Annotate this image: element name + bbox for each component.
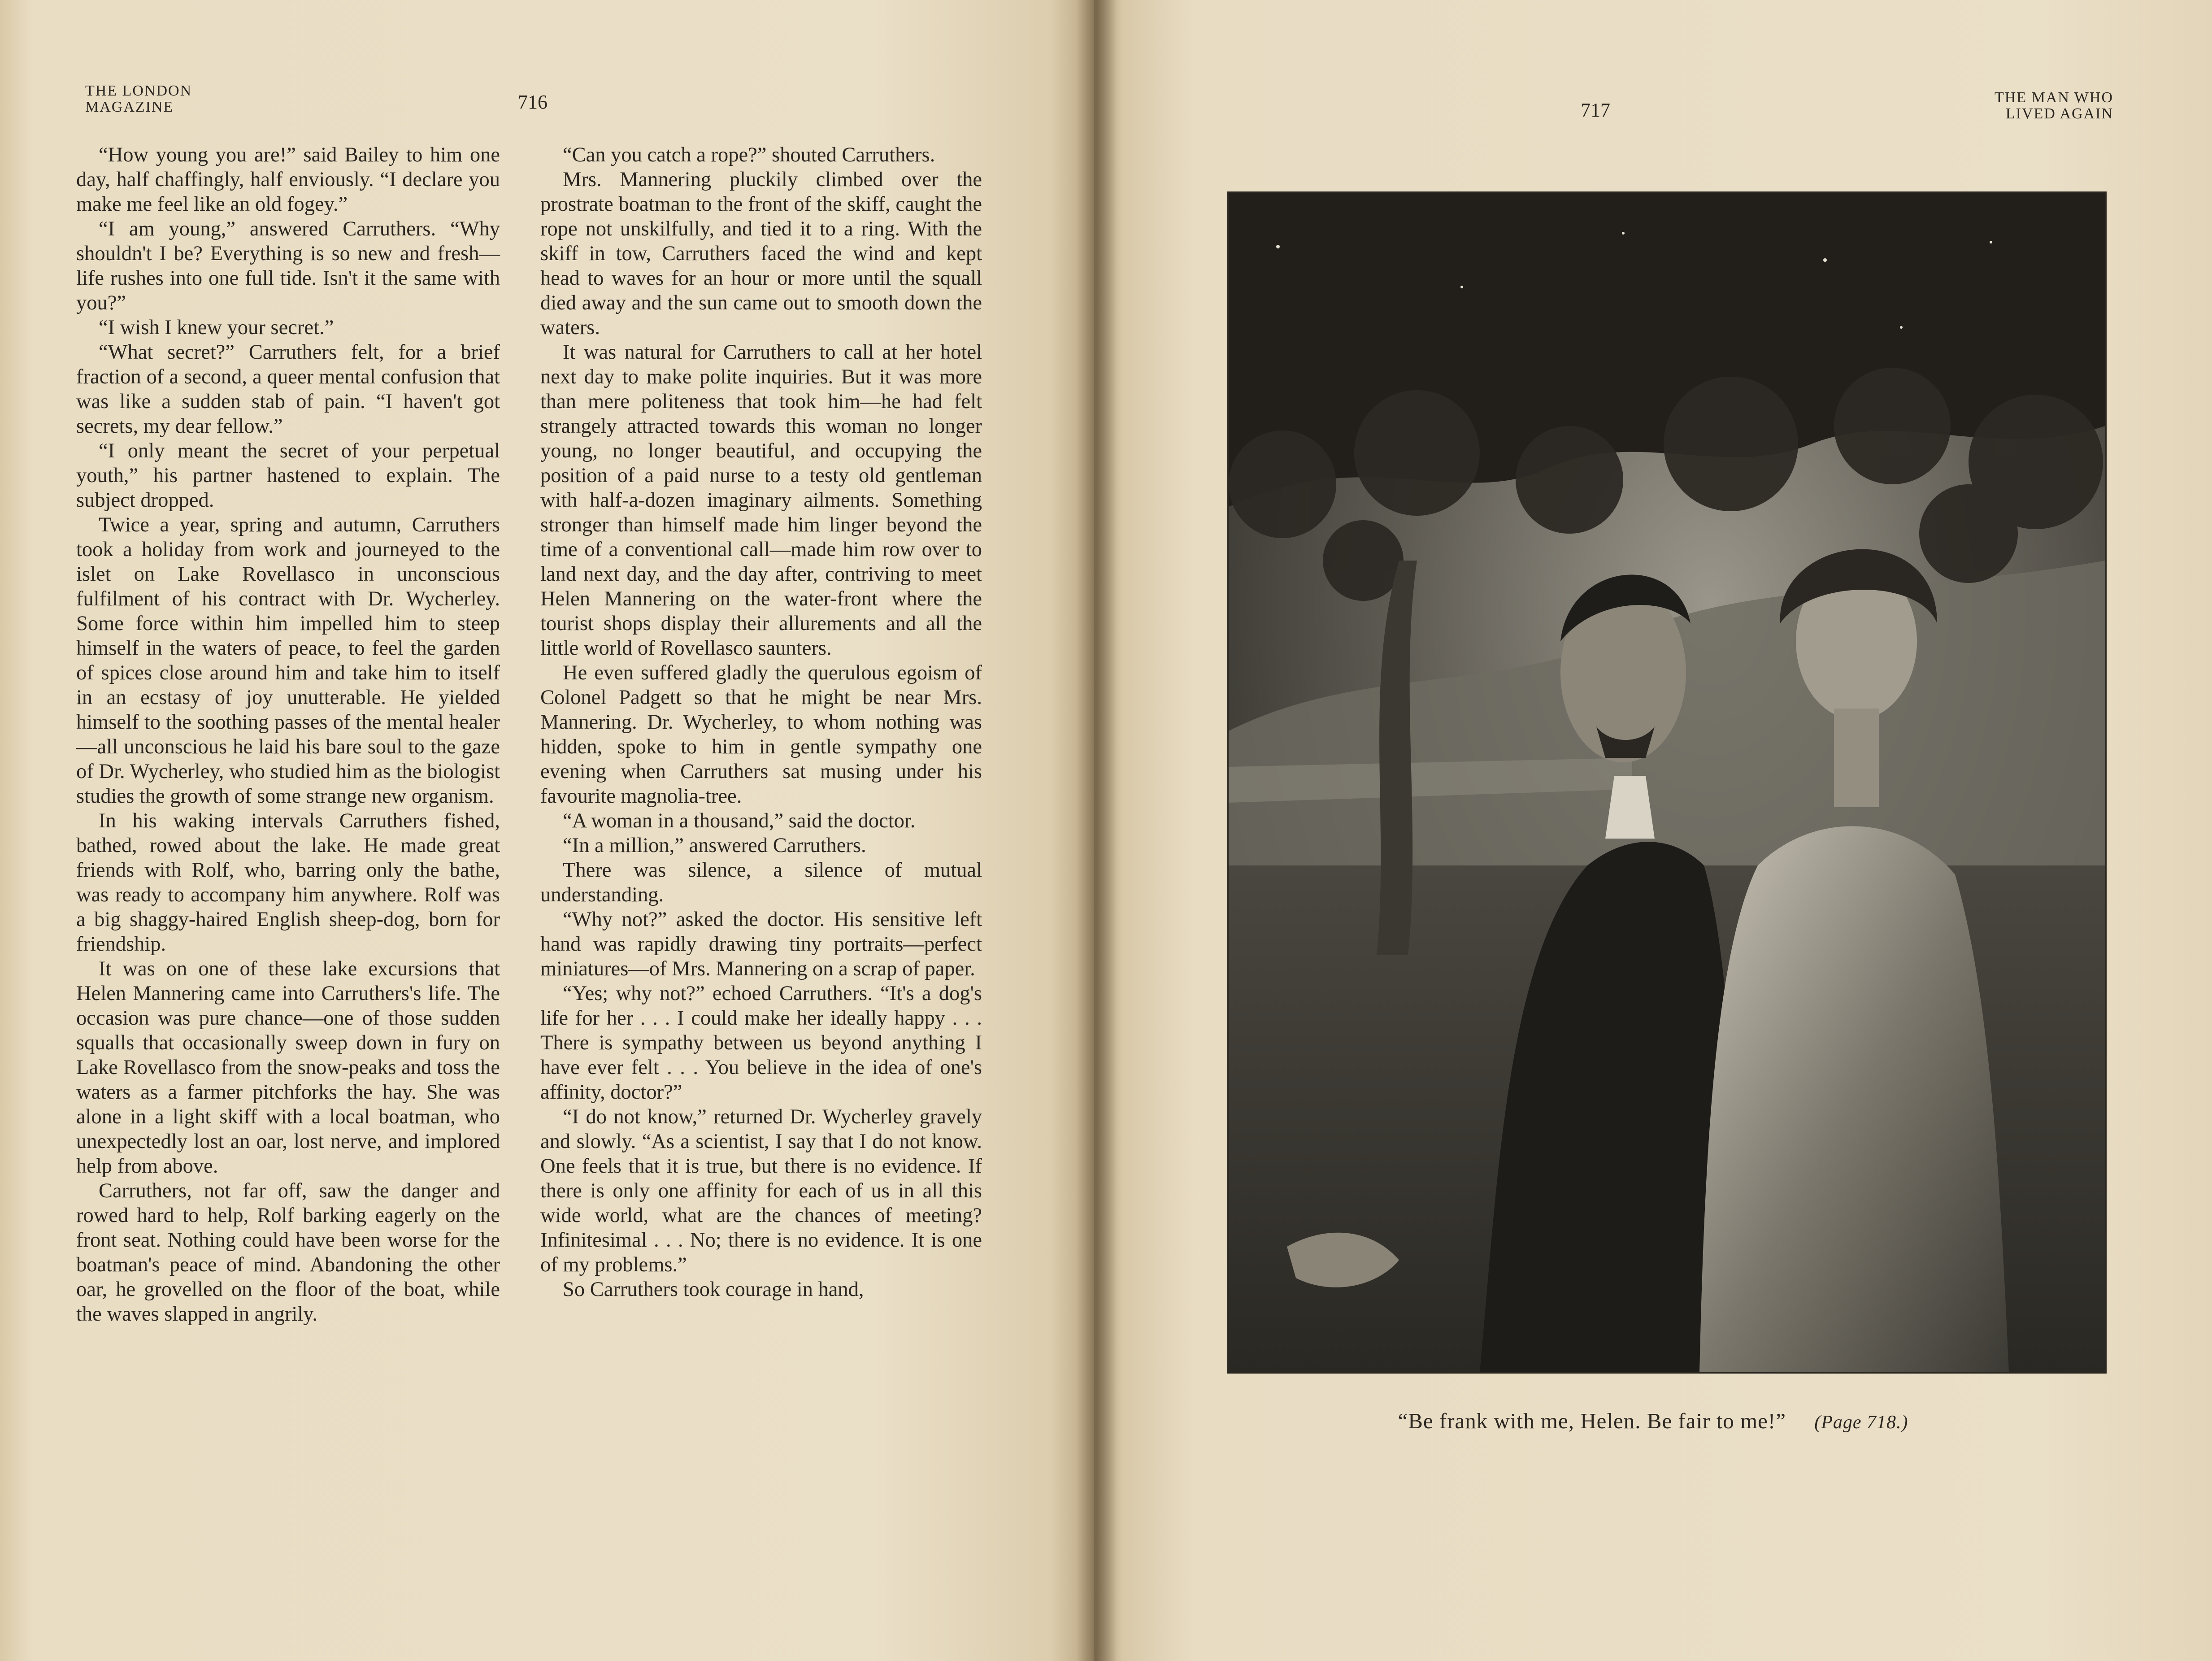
running-head-line: THE MAN WHO — [1994, 89, 2113, 106]
paragraph: “I wish I knew your secret.” — [99, 316, 334, 339]
left-page — [0, 0, 1094, 1661]
couple-illustration — [1229, 193, 2105, 1372]
running-head-line: MAGAZINE — [85, 99, 174, 115]
paragraph: It was on one of these lake excursions that Helen Mannering came into Carruthers's life. The occasion was pure chance—one of those sudden squalls that occasionally sweep down in fury on Lake Rovellasco from the snow-peaks and toss the waters as a farmer pitchforks the hay. She was alone in a light skiff with a local boatman, who unexpectedly lost an oar, lost nerve, and implored help from above. — [76, 957, 500, 1178]
paragraph: Mrs. Mannering pluckily climbed over the prostrate boatman to the front of the skiff, caught the rope not unskilfully, and tied it to a ring. With the skiff in tow, Carruthers faced the wind and kept head to waves for an hour or more until the squall died away and the sun came out to smooth down the waters. — [540, 168, 982, 339]
paragraph: “I do not know,” returned Dr. Wycherley gravely and slowly. “As a scientist, I say that I do not know. One feels that it is true, but there is no evidence. If there is only one affinity for each of us in all this wide world, what are the chances of meeting? Infinitesimal . . . No; there is no evidence. It is one of my problems.” — [540, 1105, 982, 1276]
running-head-line: LIVED AGAIN — [2005, 105, 2113, 122]
paragraph: “I only meant the secret of your perpetual youth,” his partner hastened to explain. The subject dropped. — [76, 439, 500, 512]
page-number: 716 — [518, 91, 548, 113]
paragraph: In his waking intervals Carruthers fished, bathed, rowed about the lake. He made great friends with Rolf, who, barring only the bathe, was ready to accompany him anywhere. Rolf was a big shaggy-haired English sheep-dog, born for friendship. — [76, 809, 500, 956]
illustration-caption — [1094, 1408, 2212, 1434]
paragraph: “Can you catch a rope?” shouted Carruthers. — [563, 143, 935, 166]
caption-text: “Be frank with me, Helen. Be fair to me!” — [1398, 1409, 1786, 1433]
caption-page-reference: (Page 718.) — [1814, 1412, 1908, 1433]
paragraph: Carruthers, not far off, saw the danger and rowed hard to help, Rolf barking eagerly on the front seat. Nothing could have been worse for the boatman's peace of mind. Abandoning the other oar, he grovelled on the floor of the boat, while the waves slapped in angrily. — [76, 1179, 500, 1326]
page-number: 717 — [1581, 99, 1610, 121]
illustration-plate — [1229, 193, 2105, 1372]
running-head-right — [1934, 90, 2113, 122]
running-head-line: THE LONDON — [85, 83, 192, 99]
paragraph: He even suffered gladly the querulous egoism of Colonel Padgett so that he might be near Mrs. Mannering. Dr. Wycherley, to whom nothing was hidden, spoke to him in gentle sympathy one evening when Carruthers sat musing under his favourite magnolia-tree. — [540, 661, 982, 808]
paragraph: “I am young,” answered Carruthers. “Why shouldn't I be? Everything is so new and fresh—life rushes into one full tide. Isn't it the same with you?” — [76, 217, 500, 314]
text-column-1 — [76, 143, 500, 1326]
paragraph: Twice a year, spring and autumn, Carruthers took a holiday from work and journeyed to the islet on Lake Rovellasco in unconscious fulfilment of his contract with Dr. Wycherley. Some force within him impelled him to steep himself in the waters of peace, to feel the garden of spices close around him and take him to itself in an ecstasy of joy unutterable. He yielded himself to the soothing passes of the mental healer—all unconscious he laid his bare soul to the gaze of Dr. Wycherley, who studied him as the biologist studies the growth of some strange new organism. — [76, 513, 500, 808]
paragraph: “Why not?” asked the doctor. His sensitive left hand was rapidly drawing tiny portraits—perfect miniatures—of Mrs. Mannering on a scrap of paper. — [540, 908, 982, 980]
gutter-shadow — [1076, 0, 1117, 1661]
text-column-2 — [540, 143, 982, 1302]
running-head-left — [85, 83, 220, 115]
paragraph: “In a million,” answered Carruthers. — [563, 834, 866, 857]
paragraph: “A woman in a thousand,” said the doctor. — [563, 809, 916, 832]
paragraph: There was silence, a silence of mutual understanding. — [540, 859, 982, 906]
paragraph: It was natural for Carruthers to call at her hotel next day to make polite inquiries. But it was more than mere politeness that took him—he had felt strangely attracted towards this woman no longer young, no longer beautiful, and occupying the position of a paid nurse to a testy old gentleman with half-a-dozen imaginary ailments. Something stronger than himself made him linger beyond the time of a conventional call—made him row over to land next day, and the day after, contriving to meet Helen Mannering on the water-front where the tourist shops display their allurements and all the little world of Rovellasco saunters. — [540, 341, 982, 660]
paragraph: “Yes; why not?” echoed Carruthers. “It's a dog's life for her . . . I could make her ideally happy . . . There is sympathy between us beyond anything I have ever felt . . . You believe in the idea of one's affinity, doctor?” — [540, 982, 982, 1104]
right-page — [1094, 0, 2212, 1661]
paragraph: So Carruthers took courage in hand, — [563, 1278, 864, 1301]
paragraph: “What secret?” Carruthers felt, for a brief fraction of a second, a queer mental confusion that was like a sudden stab of pain. “I haven't got secrets, my dear fellow.” — [76, 341, 500, 438]
paragraph: “How young you are!” said Bailey to him one day, half chaffingly, half enviously. “I declare you make me feel like an old fogey.” — [76, 143, 500, 216]
